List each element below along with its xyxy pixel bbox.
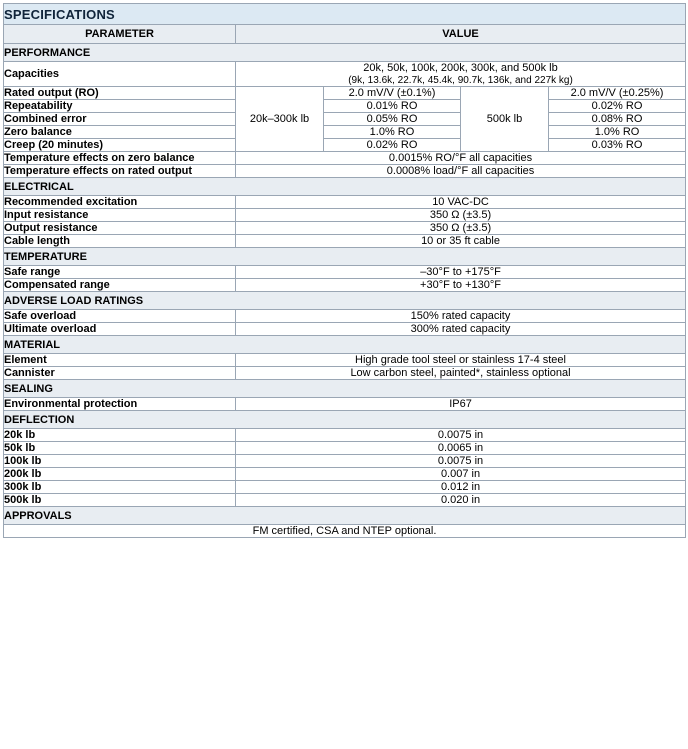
row-value-recommended-excitation: 10 VAC-DC — [236, 196, 686, 209]
capacities-metric: (9k, 13.6k, 22.7k, 45.4k, 90.7k, 136k, and 227k kg) — [348, 75, 573, 86]
column-header-value: VALUE — [236, 25, 686, 44]
row-value-safe-overload: 150% rated capacity — [236, 310, 686, 323]
table-row — [4, 139, 686, 152]
row-label-temp-rated-output: Temperature effects on rated output — [4, 165, 236, 178]
section-header-adverse-load-ratings — [4, 292, 686, 310]
table-row — [4, 481, 686, 494]
row-label-zero-balance: Zero balance — [4, 126, 236, 139]
column-header-parameter: PARAMETER — [4, 25, 236, 44]
table-row — [4, 455, 686, 468]
section-header-material — [4, 336, 686, 354]
row-value-cannister: Low carbon steel, painted*, stainless optional — [236, 367, 686, 380]
row-value-capacities — [236, 62, 686, 87]
row-value-deflection-20k: 0.0075 in — [236, 429, 686, 442]
row-value-safe-range: –30°F to +175°F — [236, 266, 686, 279]
row-label-compensated-range: Compensated range — [4, 279, 236, 292]
column-header-row — [4, 25, 686, 44]
section-label: ADVERSE LOAD RATINGS — [4, 292, 686, 310]
row-value-creep-low: 0.02% RO — [324, 139, 461, 152]
row-value-temp-zero-balance: 0.0015% RO/°F all capacities — [236, 152, 686, 165]
row-label-creep: Creep (20 minutes) — [4, 139, 236, 152]
row-value-zero-balance-high: 1.0% RO — [549, 126, 686, 139]
row-label-temp-zero-balance: Temperature effects on zero balance — [4, 152, 236, 165]
section-header-temperature — [4, 248, 686, 266]
row-value-repeatability-low: 0.01% RO — [324, 100, 461, 113]
row-label-deflection-20k: 20k lb — [4, 429, 236, 442]
row-value-deflection-300k: 0.012 in — [236, 481, 686, 494]
table-row — [4, 354, 686, 367]
row-value-combined-error-high: 0.08% RO — [549, 113, 686, 126]
table-row — [4, 398, 686, 411]
row-label-ultimate-overload: Ultimate overload — [4, 323, 236, 336]
page-title: SPECIFICATIONS — [4, 4, 686, 25]
range-label-high: 500k lb — [461, 87, 549, 152]
table-row — [4, 126, 686, 139]
row-label-cable-length: Cable length — [4, 235, 236, 248]
table-row — [4, 222, 686, 235]
row-label-safe-overload: Safe overload — [4, 310, 236, 323]
table-row — [4, 196, 686, 209]
section-label: ELECTRICAL — [4, 178, 686, 196]
row-value-rated-output-low: 2.0 mV/V (±0.1%) — [324, 87, 461, 100]
row-value-creep-high: 0.03% RO — [549, 139, 686, 152]
row-label-deflection-100k: 100k lb — [4, 455, 236, 468]
table-row — [4, 113, 686, 126]
section-label: TEMPERATURE — [4, 248, 686, 266]
row-label-repeatability: Repeatability — [4, 100, 236, 113]
row-label-cannister: Cannister — [4, 367, 236, 380]
row-value-deflection-100k: 0.0075 in — [236, 455, 686, 468]
table-row — [4, 310, 686, 323]
row-label-capacities: Capacities — [4, 62, 236, 87]
section-label: APPROVALS — [4, 507, 686, 525]
row-value-deflection-50k: 0.0065 in — [236, 442, 686, 455]
section-header-deflection — [4, 411, 686, 429]
row-value-repeatability-high: 0.02% RO — [549, 100, 686, 113]
row-value-compensated-range: +30°F to +130°F — [236, 279, 686, 292]
row-value-approvals: FM certified, CSA and NTEP optional. — [4, 525, 686, 538]
row-label-output-resistance: Output resistance — [4, 222, 236, 235]
row-value-element: High grade tool steel or stainless 17-4 steel — [236, 354, 686, 367]
table-row — [4, 367, 686, 380]
section-label: PERFORMANCE — [4, 44, 686, 62]
table-row — [4, 525, 686, 538]
row-value-zero-balance-low: 1.0% RO — [324, 126, 461, 139]
row-label-deflection-50k: 50k lb — [4, 442, 236, 455]
row-label-element: Element — [4, 354, 236, 367]
section-header-approvals — [4, 507, 686, 525]
section-label: DEFLECTION — [4, 411, 686, 429]
table-row — [4, 266, 686, 279]
table-row — [4, 494, 686, 507]
row-label-recommended-excitation: Recommended excitation — [4, 196, 236, 209]
row-value-output-resistance: 350 Ω (±3.5) — [236, 222, 686, 235]
row-label-combined-error: Combined error — [4, 113, 236, 126]
row-value-temp-rated-output: 0.0008% load/°F all capacities — [236, 165, 686, 178]
row-label-deflection-300k: 300k lb — [4, 481, 236, 494]
row-label-input-resistance: Input resistance — [4, 209, 236, 222]
row-label-rated-output: Rated output (RO) — [4, 87, 236, 100]
row-value-cable-length: 10 or 35 ft cable — [236, 235, 686, 248]
row-value-deflection-200k: 0.007 in — [236, 468, 686, 481]
section-header-performance — [4, 44, 686, 62]
table-row — [4, 442, 686, 455]
row-value-ultimate-overload: 300% rated capacity — [236, 323, 686, 336]
section-header-sealing — [4, 380, 686, 398]
range-label-low: 20k–300k lb — [236, 87, 324, 152]
table-row — [4, 100, 686, 113]
row-label-deflection-200k: 200k lb — [4, 468, 236, 481]
table-row — [4, 468, 686, 481]
row-value-deflection-500k: 0.020 in — [236, 494, 686, 507]
row-label-environmental-protection: Environmental protection — [4, 398, 236, 411]
table-row — [4, 62, 686, 87]
section-header-electrical — [4, 178, 686, 196]
table-row — [4, 87, 686, 100]
row-label-deflection-500k: 500k lb — [4, 494, 236, 507]
capacities-imperial: 20k, 50k, 100k, 200k, 300k, and 500k lb — [363, 62, 558, 74]
table-row — [4, 323, 686, 336]
table-title-row — [4, 4, 686, 25]
table-row — [4, 152, 686, 165]
table-row — [4, 235, 686, 248]
row-value-rated-output-high: 2.0 mV/V (±0.25%) — [549, 87, 686, 100]
row-value-environmental-protection: IP67 — [236, 398, 686, 411]
row-value-input-resistance: 350 Ω (±3.5) — [236, 209, 686, 222]
table-row — [4, 209, 686, 222]
table-row — [4, 279, 686, 292]
table-row — [4, 165, 686, 178]
row-label-safe-range: Safe range — [4, 266, 236, 279]
section-label: SEALING — [4, 380, 686, 398]
specifications-table — [3, 3, 686, 538]
table-row — [4, 429, 686, 442]
section-label: MATERIAL — [4, 336, 686, 354]
row-value-combined-error-low: 0.05% RO — [324, 113, 461, 126]
